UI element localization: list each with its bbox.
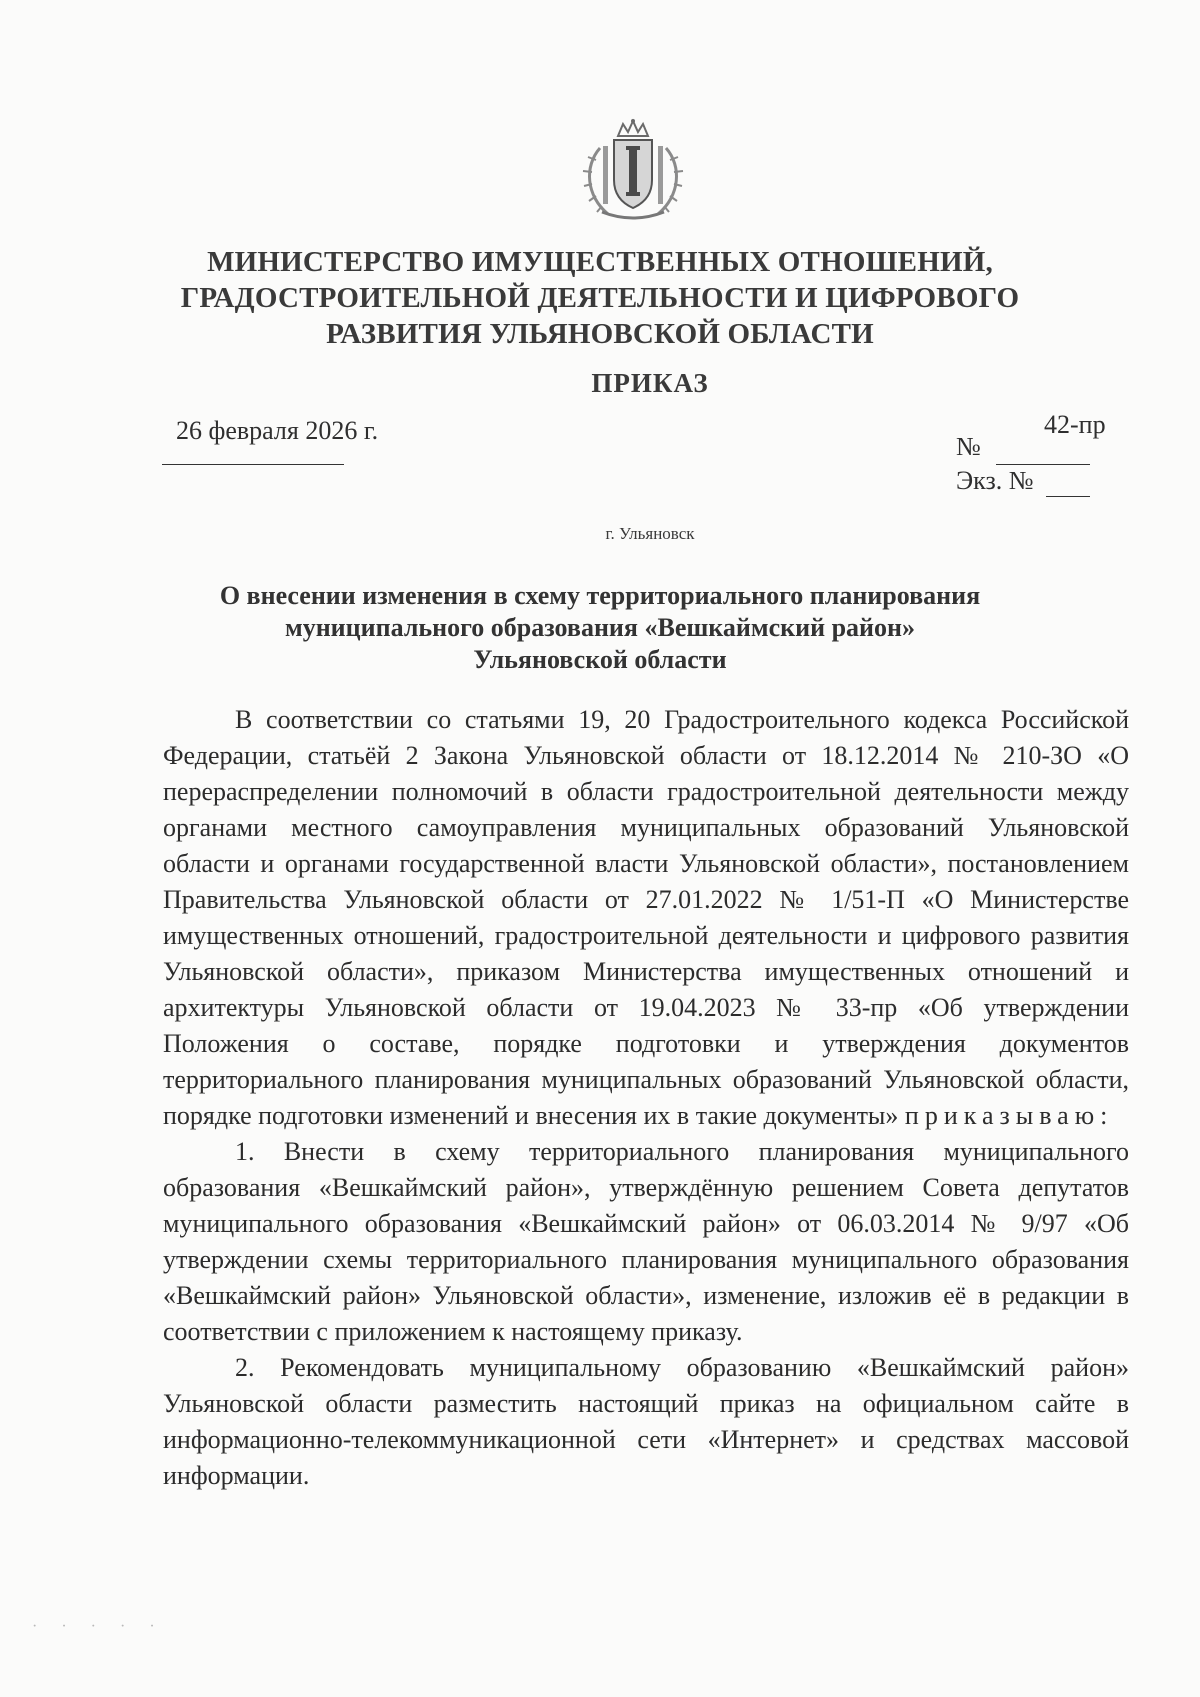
order-word: приказываю: <box>904 1101 1114 1130</box>
order-body <box>163 702 1129 1494</box>
ministry-name-line: РАЗВИТИЯ УЛЬЯНОВСКОЙ ОБЛАСТИ <box>326 318 874 350</box>
scan-artifact: · · · · · <box>32 1618 165 1635</box>
ministry-name-line: ГРАДОСТРОИТЕЛЬНОЙ ДЕЯТЕЛЬНОСТИ И ЦИФРОВОГО <box>180 282 1020 314</box>
order-date: 26 февраля 2026 г. <box>176 416 379 445</box>
subject-line: О внесении изменения в схему территориального планирования <box>219 581 981 610</box>
preamble-text: В соответствии со статьями 19, 20 Градостроительного кодекса Российской Федерации, статьёй 2 Закона Ульяновской области от 18.12.2014 № 210-ЗО «О перераспределении полномочий в области градостроительной деятельности между органами местного самоуправления муниципальных образований Ульяновской области и органами государственной власти Ульяновской области», постановлением Правительства Ульяновской области от 27.01.2022 № 1/51-П «О Министерстве имущественных отношений, градостроительной деятельности и цифрового развития Ульяновской области», приказом Министерства имущественных отношений и архитектуры Ульяновской области от 19.04.2023 № 33-пр «Об утверждении Положения о составе, порядке подготовки и утверждения документов территориального планирования муниципальных образований Ульяновской области, порядке подготовки изменений и внесения их в такие документы» <box>163 705 1129 1130</box>
order-number-label: № <box>956 432 981 461</box>
city-name: г. Ульяновск <box>605 524 695 543</box>
order-number-value: 42-пр <box>1044 410 1106 439</box>
copy-number-label: Экз. № <box>956 466 1034 495</box>
subject-line: муниципального образования «Вешкаймский район» <box>284 613 915 642</box>
preamble-paragraph <box>163 702 1129 1134</box>
item-2-paragraph: 2. Рекомендовать муниципальному образованию «Вешкаймский район» Ульяновской области разместить настоящий приказ на официальном сайте в информационно-телекоммуникационной сети «Интернет» и средствах массовой информации. <box>163 1353 1129 1490</box>
item-1-paragraph: 1. Внести в схему территориального планирования муниципального образования «Вешкаймский район», утверждённую решением Совета депутатов муниципального образования «Вешкаймский район» от 06.03.2014 № 9/97 «Об утверждении схемы территориального планирования муниципального образования «Вешкаймский район» Ульяновской области», изменение, изложив её в редакции в соответствии с приложением к настоящему приказу. <box>163 1137 1129 1346</box>
date-underline <box>162 464 344 465</box>
order-number-underline <box>996 464 1090 465</box>
ministry-name <box>130 244 1070 352</box>
ministry-name-line: МИНИСТЕРСТВО ИМУЩЕСТВЕННЫХ ОТНОШЕНИЙ, <box>207 246 993 278</box>
order-title: ПРИКАЗ <box>591 368 709 398</box>
coat-of-arms-emblem <box>578 118 688 224</box>
order-subject <box>150 580 1050 676</box>
subject-line: Ульяновской области <box>473 645 727 674</box>
copy-number-underline <box>1046 496 1090 497</box>
